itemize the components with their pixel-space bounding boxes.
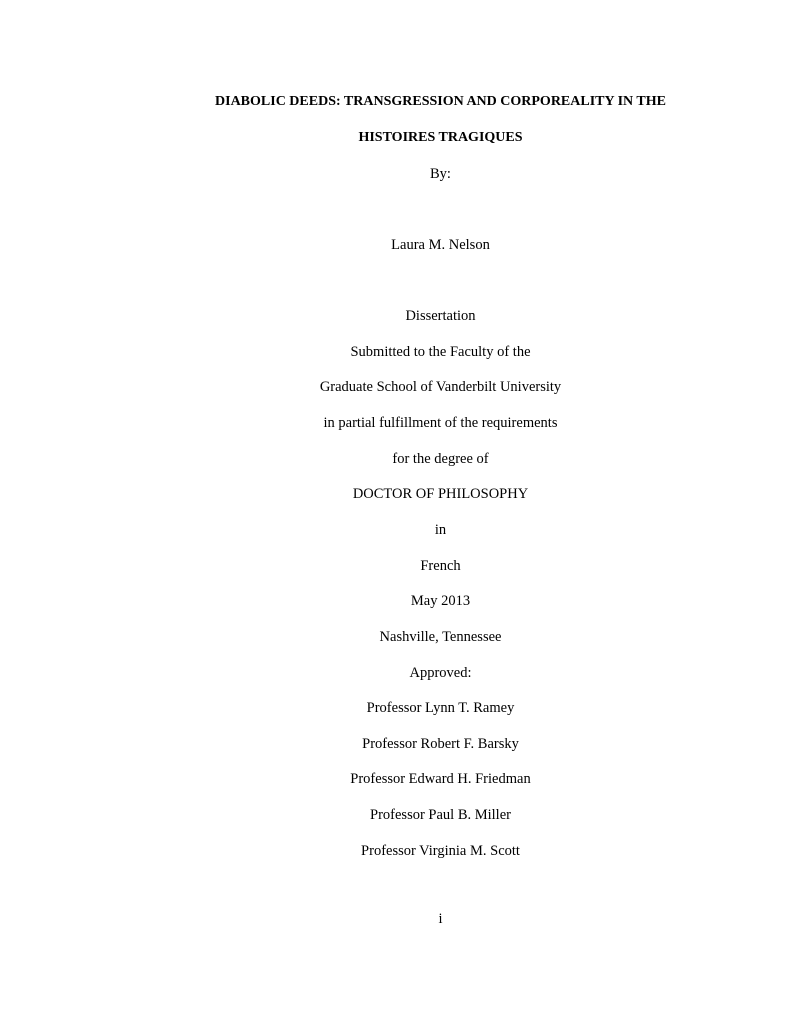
by-label: By: — [430, 166, 451, 182]
submitted-line: Submitted to the Faculty of the — [350, 344, 531, 360]
title-line-2: HISTOIRES TRAGIQUES — [358, 130, 523, 145]
approver-name: Professor Paul B. Miller — [370, 807, 511, 824]
title-line-1: DIABOLIC DEEDS: TRANSGRESSION AND CORPOREALITY IN THE — [215, 94, 666, 109]
approver-name: Professor Robert F. Barsky — [362, 735, 519, 752]
approver-name: Professor Virginia M. Scott — [361, 842, 520, 859]
field-of-study: French — [420, 558, 461, 574]
fulfillment-line: in partial fulfillment of the requirements — [323, 415, 558, 431]
degree-name: DOCTOR OF PHILOSOPHY — [352, 486, 529, 502]
approver-name: Professor Lynn T. Ramey — [366, 700, 515, 716]
page-number: i — [438, 911, 443, 927]
approver-name: Professor Edward H. Friedman — [350, 771, 531, 788]
place-line: Nashville, Tennessee — [379, 629, 502, 645]
submission-date: May 2013 — [410, 593, 471, 609]
in-label: in — [434, 522, 447, 538]
school-line: Graduate School of Vanderbilt University — [319, 379, 562, 395]
approved-label: Approved: — [409, 665, 472, 681]
degree-of-line: for the degree of — [392, 451, 489, 467]
approvers-list — [45, 699, 791, 877]
author-name: Laura M. Nelson — [391, 237, 490, 253]
document-type: Dissertation — [405, 308, 476, 324]
